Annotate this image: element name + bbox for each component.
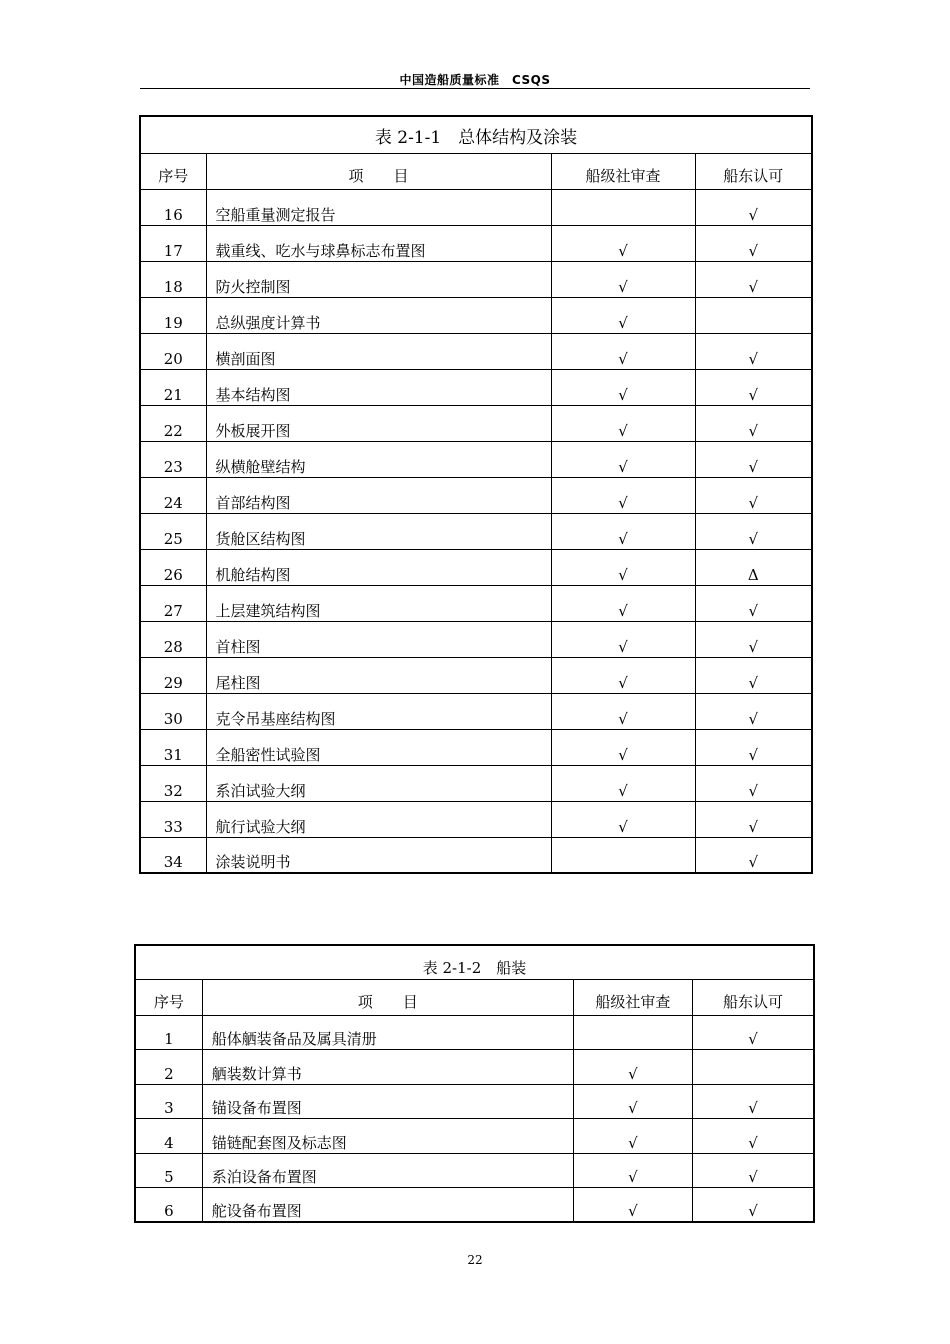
- row-class-review: √: [551, 261, 695, 297]
- table-row: [140, 657, 812, 693]
- table-row: [135, 1153, 814, 1188]
- table-caption: 表 2-1-2 船装: [135, 945, 814, 979]
- row-owner-approval: √: [695, 693, 812, 729]
- row-item: 总纵强度计算书: [206, 297, 551, 333]
- row-class-review: √: [573, 1050, 692, 1085]
- row-item: 克令吊基座结构图: [206, 693, 551, 729]
- table-caption: 表 2-1-1 总体结构及涂装: [140, 116, 812, 153]
- row-item: 全船密性试验图: [206, 729, 551, 765]
- row-item: 横剖面图: [206, 333, 551, 369]
- table-row: [140, 225, 812, 261]
- row-owner-approval: √: [695, 765, 812, 801]
- row-class-review: √: [551, 297, 695, 333]
- table-row: [135, 1015, 814, 1050]
- row-number: 34: [140, 837, 206, 873]
- row-owner-approval: √: [695, 477, 812, 513]
- row-class-review: √: [573, 1153, 692, 1188]
- row-owner-approval: √: [695, 837, 812, 873]
- row-class-review: √: [551, 477, 695, 513]
- table-row: [135, 1050, 814, 1085]
- table-row: [140, 621, 812, 657]
- table-row: [140, 405, 812, 441]
- row-class-review: √: [551, 369, 695, 405]
- table-row: [135, 1119, 814, 1154]
- page-header-title: 中国造船质量标准 CSQS: [399, 73, 551, 87]
- row-item: 货舱区结构图: [206, 513, 551, 549]
- row-item: 空船重量测定报告: [206, 189, 551, 225]
- row-owner-approval: √: [693, 1153, 814, 1188]
- row-class-review: √: [551, 513, 695, 549]
- row-number: 22: [140, 405, 206, 441]
- row-owner-approval: √: [693, 1188, 814, 1223]
- row-number: 30: [140, 693, 206, 729]
- row-number: 26: [140, 549, 206, 585]
- row-owner-approval: √: [693, 1084, 814, 1119]
- row-number: 29: [140, 657, 206, 693]
- table-row: [135, 1188, 814, 1223]
- row-owner-approval: √: [695, 333, 812, 369]
- column-header-no: 序号: [140, 153, 206, 189]
- table-body: [135, 1015, 814, 1222]
- row-class-review: √: [551, 549, 695, 585]
- row-class-review: √: [551, 405, 695, 441]
- row-owner-approval: √: [695, 729, 812, 765]
- column-header-class-review: 船级社审查: [573, 979, 692, 1015]
- row-number: 27: [140, 585, 206, 621]
- row-number: 32: [140, 765, 206, 801]
- row-number: 23: [140, 441, 206, 477]
- table-row: [140, 549, 812, 585]
- row-owner-approval: √: [695, 225, 812, 261]
- row-item: 涂装说明书: [206, 837, 551, 873]
- table-row: [140, 801, 812, 837]
- table-row: [140, 333, 812, 369]
- table-row: [135, 1084, 814, 1119]
- row-owner-approval: √: [695, 513, 812, 549]
- row-owner-approval: √: [695, 441, 812, 477]
- row-item: 船体舾装备品及属具清册: [202, 1015, 573, 1050]
- row-item: 基本结构图: [206, 369, 551, 405]
- row-owner-approval: √: [695, 369, 812, 405]
- table-row: [140, 369, 812, 405]
- row-number: 5: [135, 1153, 202, 1188]
- row-number: 1: [135, 1015, 202, 1050]
- row-item: 锚链配套图及标志图: [202, 1119, 573, 1154]
- row-class-review: √: [551, 729, 695, 765]
- row-class-review: √: [573, 1119, 692, 1154]
- row-owner-approval: √: [693, 1015, 814, 1050]
- column-header-item: 项 目: [206, 153, 551, 189]
- row-owner-approval: [693, 1050, 814, 1085]
- row-owner-approval: √: [695, 261, 812, 297]
- table-row: [140, 261, 812, 297]
- row-item: 锚设备布置图: [202, 1084, 573, 1119]
- row-item: 舾装数计算书: [202, 1050, 573, 1085]
- row-class-review: √: [551, 225, 695, 261]
- row-class-review: [551, 837, 695, 873]
- table-row: [140, 837, 812, 873]
- row-owner-approval: [695, 297, 812, 333]
- row-class-review: √: [551, 621, 695, 657]
- row-number: 16: [140, 189, 206, 225]
- row-number: 20: [140, 333, 206, 369]
- row-number: 28: [140, 621, 206, 657]
- row-item: 纵横舱壁结构: [206, 441, 551, 477]
- row-item: 舵设备布置图: [202, 1188, 573, 1223]
- row-class-review: [573, 1015, 692, 1050]
- row-item: 首柱图: [206, 621, 551, 657]
- row-class-review: [551, 189, 695, 225]
- table-row: [140, 693, 812, 729]
- table-row: [140, 729, 812, 765]
- row-number: 6: [135, 1188, 202, 1223]
- column-header-owner-approval: 船东认可: [693, 979, 814, 1015]
- row-number: 4: [135, 1119, 202, 1154]
- row-number: 25: [140, 513, 206, 549]
- row-class-review: √: [551, 693, 695, 729]
- row-owner-approval: √: [695, 585, 812, 621]
- row-item: 系泊试验大纲: [206, 765, 551, 801]
- row-class-review: √: [551, 657, 695, 693]
- row-item: 载重线、吃水与球鼻标志布置图: [206, 225, 551, 261]
- table-outfitting: [134, 944, 815, 1223]
- row-item: 防火控制图: [206, 261, 551, 297]
- row-owner-approval: √: [695, 405, 812, 441]
- row-item: 航行试验大纲: [206, 801, 551, 837]
- row-class-review: √: [551, 441, 695, 477]
- table-row: [140, 189, 812, 225]
- header-rule: [140, 88, 810, 89]
- table-row: [140, 441, 812, 477]
- row-class-review: √: [573, 1084, 692, 1119]
- row-item: 首部结构图: [206, 477, 551, 513]
- row-class-review: √: [551, 585, 695, 621]
- row-number: 3: [135, 1084, 202, 1119]
- row-number: 18: [140, 261, 206, 297]
- table-row: [140, 585, 812, 621]
- row-item: 上层建筑结构图: [206, 585, 551, 621]
- row-number: 17: [140, 225, 206, 261]
- table-row: [140, 765, 812, 801]
- row-number: 21: [140, 369, 206, 405]
- column-header-no: 序号: [135, 979, 202, 1015]
- row-number: 19: [140, 297, 206, 333]
- column-header-owner-approval: 船东认可: [695, 153, 812, 189]
- row-item: 机舱结构图: [206, 549, 551, 585]
- table-row: [140, 513, 812, 549]
- table-row: [140, 477, 812, 513]
- row-number: 2: [135, 1050, 202, 1085]
- row-class-review: √: [551, 333, 695, 369]
- row-class-review: √: [551, 801, 695, 837]
- row-number: 31: [140, 729, 206, 765]
- column-header-class-review: 船级社审查: [551, 153, 695, 189]
- row-owner-approval: √: [695, 657, 812, 693]
- row-item: 外板展开图: [206, 405, 551, 441]
- column-header-item: 项 目: [202, 979, 573, 1015]
- row-owner-approval: √: [693, 1119, 814, 1154]
- row-item: 尾柱图: [206, 657, 551, 693]
- row-owner-approval: √: [695, 801, 812, 837]
- row-owner-approval: Δ: [695, 549, 812, 585]
- row-owner-approval: √: [695, 189, 812, 225]
- table-hull-structure: [139, 115, 813, 874]
- table-body: [140, 189, 812, 873]
- table-row: [140, 297, 812, 333]
- row-number: 33: [140, 801, 206, 837]
- page-number: 22: [467, 1253, 483, 1267]
- row-class-review: √: [551, 765, 695, 801]
- row-number: 24: [140, 477, 206, 513]
- row-class-review: √: [573, 1188, 692, 1223]
- row-item: 系泊设备布置图: [202, 1153, 573, 1188]
- row-owner-approval: √: [695, 621, 812, 657]
